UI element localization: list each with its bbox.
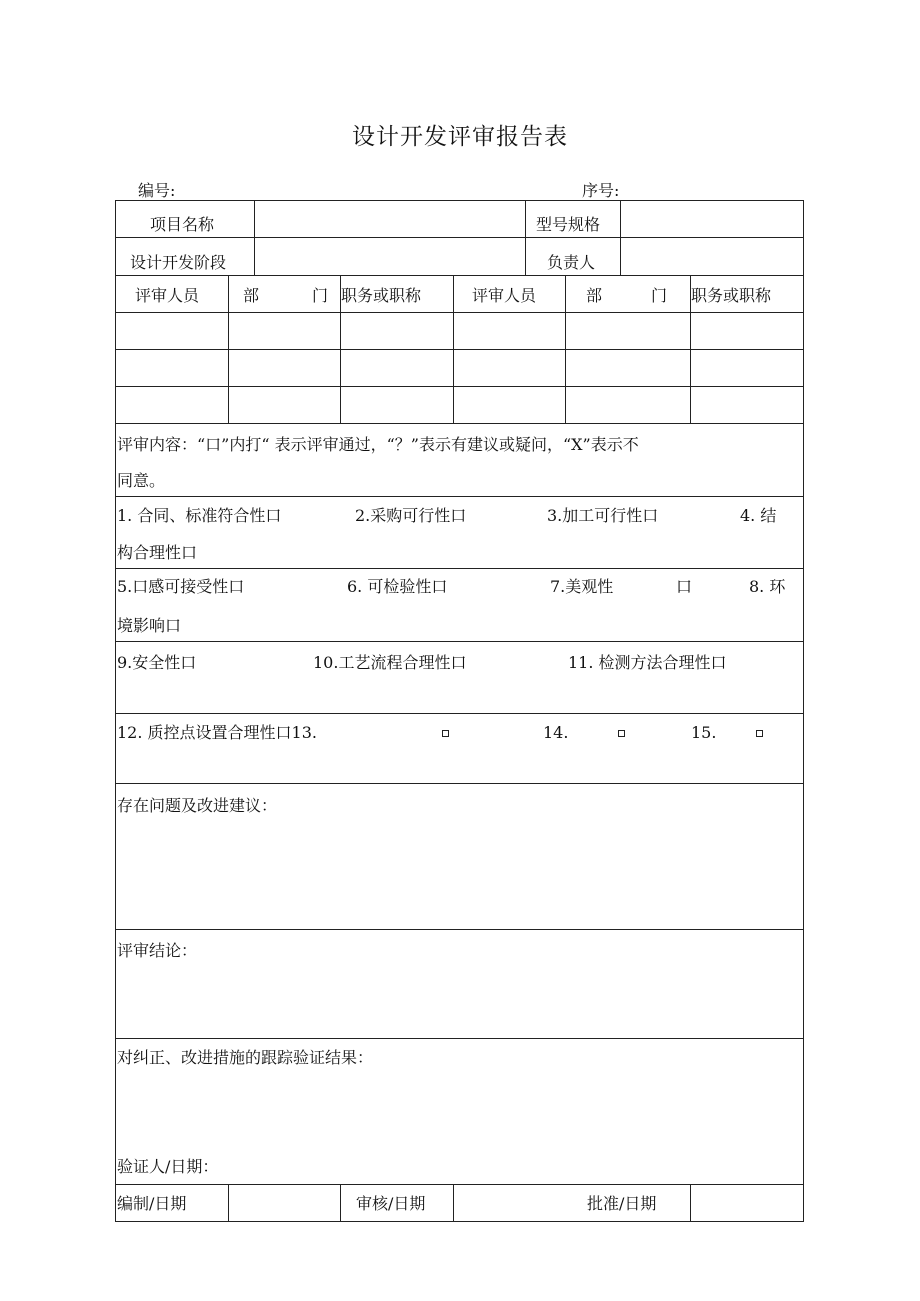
item-safety: 9.安全性口 bbox=[117, 653, 197, 672]
row-line bbox=[115, 1184, 804, 1185]
item-machining: 3.加工可行性口 bbox=[547, 506, 659, 525]
checkbox-14[interactable] bbox=[618, 730, 625, 737]
review-content-line2: 同意。 bbox=[117, 471, 166, 490]
review-content-line1: 评审内容：“口”内打“ 表示评审通过，“？”表示有建议或疑问，“X”表示不 bbox=[117, 435, 639, 454]
model-spec-label: 型号规格 bbox=[536, 215, 601, 234]
title-header: 职务或职称 bbox=[691, 286, 772, 305]
item-contract: 1. 合同、标准符合性口 bbox=[117, 506, 282, 525]
issues-label: 存在问题及改进建议： bbox=[117, 796, 278, 815]
title-header: 职务或职称 bbox=[341, 286, 422, 305]
reviewer-header: 评审人员 bbox=[472, 286, 537, 305]
checkbox-13[interactable] bbox=[442, 730, 449, 737]
col-line bbox=[620, 200, 621, 275]
row-line bbox=[115, 423, 804, 424]
item-14: 14. bbox=[543, 723, 569, 742]
item-quality-point: 12. 质控点设置合理性口13. bbox=[117, 723, 317, 742]
col-line bbox=[453, 1184, 454, 1222]
conclusion-label: 评审结论： bbox=[117, 941, 198, 960]
item-structure-cont: 构合理性口 bbox=[117, 543, 198, 562]
col-line bbox=[525, 200, 526, 275]
row-line bbox=[115, 275, 804, 276]
project-name-label: 项目名称 bbox=[150, 215, 215, 234]
row-line bbox=[115, 929, 804, 930]
owner-label: 负责人 bbox=[547, 253, 596, 272]
page-title: 设计开发评审报告表 bbox=[352, 124, 568, 150]
verifier-label: 验证人/日期： bbox=[117, 1157, 219, 1176]
col-line bbox=[228, 1184, 229, 1222]
row-line bbox=[115, 237, 804, 238]
dept-header-left: 部 bbox=[243, 286, 260, 305]
row-line bbox=[115, 1038, 804, 1039]
row-line bbox=[115, 386, 804, 387]
seq-label: 序号: bbox=[582, 181, 620, 200]
design-stage-label: 设计开发阶段 bbox=[130, 253, 227, 272]
item-appearance: 7.美观性 bbox=[550, 577, 614, 596]
col-line bbox=[228, 275, 229, 423]
form-border bbox=[115, 200, 804, 1222]
item-15: 15. bbox=[691, 723, 717, 742]
item-appearance-box: 口 bbox=[676, 577, 693, 596]
row-line bbox=[115, 349, 804, 350]
row-line bbox=[115, 783, 804, 784]
row-line bbox=[115, 641, 804, 642]
followup-label: 对纠正、改进措施的跟踪验证结果： bbox=[117, 1048, 374, 1067]
item-environment-cont: 境影响口 bbox=[117, 616, 182, 635]
prepared-label: 编制/日期 bbox=[117, 1194, 187, 1213]
item-inspect: 6. 可检验性口 bbox=[347, 577, 448, 596]
col-line bbox=[254, 200, 255, 275]
approved-label: 批准/日期 bbox=[587, 1194, 657, 1213]
item-purchase: 2.采购可行性口 bbox=[355, 506, 467, 525]
row-line bbox=[115, 312, 804, 313]
item-process: 10.工艺流程合理性口 bbox=[313, 653, 467, 672]
review-form bbox=[115, 200, 804, 1222]
item-structure: 4. 结 bbox=[740, 506, 777, 525]
checkbox-15[interactable] bbox=[756, 730, 763, 737]
col-line bbox=[690, 1184, 691, 1222]
number-label: 编号: bbox=[138, 181, 176, 200]
col-line bbox=[565, 275, 566, 423]
col-line bbox=[340, 1184, 341, 1222]
dept-header-right: 门 bbox=[651, 286, 668, 305]
row-line bbox=[115, 713, 804, 714]
row-line bbox=[115, 496, 804, 497]
col-line bbox=[453, 275, 454, 423]
dept-header-left: 部 bbox=[586, 286, 603, 305]
reviewed-label: 审核/日期 bbox=[356, 1194, 426, 1213]
reviewer-header: 评审人员 bbox=[135, 286, 200, 305]
item-environment: 8. 环 bbox=[749, 577, 786, 596]
dept-header-right: 门 bbox=[312, 286, 329, 305]
row-line bbox=[115, 568, 804, 569]
item-taste: 5.口感可接受性口 bbox=[117, 577, 245, 596]
item-test-method: 11. 检测方法合理性口 bbox=[568, 653, 727, 672]
